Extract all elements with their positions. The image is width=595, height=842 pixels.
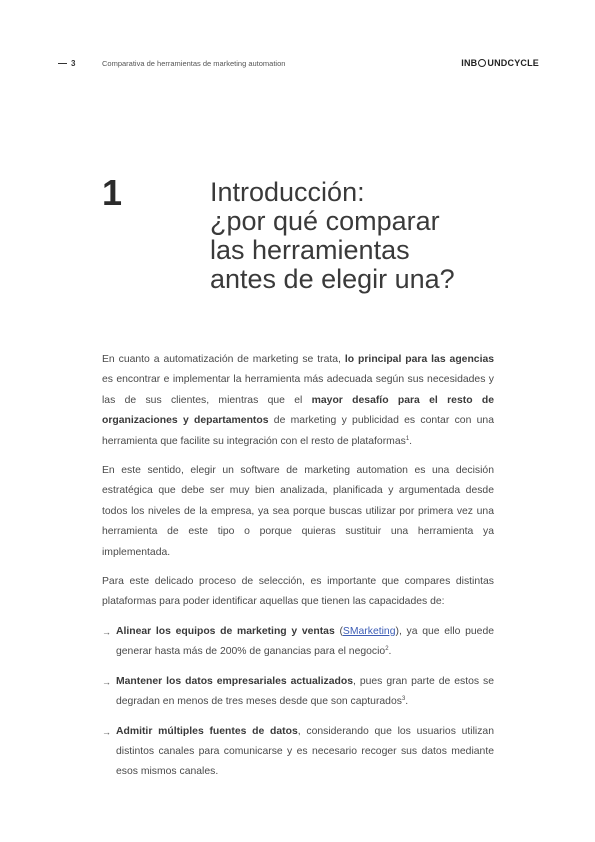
text-run: , considerando que los usuarios utilizan distintos canales para comunicarse y es necesario recoger sus datos mediante esos mismos canales. <box>116 725 494 778</box>
logo-text-left: INB <box>461 58 478 68</box>
footnote-ref[interactable]: 1 <box>405 435 410 442</box>
bold-text: mayor desafío para el resto de organizaciones y departamentos <box>102 394 494 427</box>
chapter-title-line: las herramientas <box>210 235 410 265</box>
arrow-right-icon: → <box>102 726 111 737</box>
chapter-title-line: Introducción: <box>210 177 365 207</box>
bold-text: lo principal para las agencias <box>344 354 495 365</box>
paragraph-intro <box>102 350 494 452</box>
text-run: En cuanto a automatización de marketing se trata, <box>102 354 345 365</box>
chapter-number: 1 <box>102 172 123 213</box>
smarketing-link[interactable]: SMarketing <box>342 625 396 637</box>
paragraph-selection: Para este delicado proceso de selección, es importante que compares distintas plataformas para poder identificar aquellas que tienen las capacidades de: <box>102 576 494 608</box>
footnote-ref[interactable]: 2 <box>385 646 389 653</box>
list-item <box>102 622 494 663</box>
text-run: ), ya que ello puede generar hasta más de 200% de ganancias para el negocio <box>116 625 494 658</box>
text-run: ( <box>334 625 343 637</box>
bold-text: Alinear los equipos de marketing y ventas <box>116 625 335 637</box>
text-run: . <box>405 696 409 708</box>
list-item <box>102 722 494 783</box>
arrow-right-icon: → <box>102 626 111 637</box>
body-content <box>102 350 494 792</box>
list-item <box>102 672 494 713</box>
page-number <box>58 59 102 68</box>
paragraph-context: En este sentido, elegir un software de marketing automation es una decisión estratégica que debe ser muy bien analizada, planificada y argumentada desde todos los niveles de la empresa, ya sea porque buscas utilizar por primera vez una herramienta de este tipo o porque quieras sustituir una herramienta ya implementada. <box>102 465 494 558</box>
logo-text-right: UNDCYCLE <box>487 58 539 68</box>
chapter-title-line: ¿por qué comparar <box>210 206 440 236</box>
document-title: Comparativa de herramientas de marketing automation <box>102 58 286 68</box>
footnote-ref[interactable]: 3 <box>401 696 406 703</box>
dash-divider <box>58 63 67 64</box>
page-number-text: 3 <box>71 58 76 68</box>
bold-text: Mantener los datos empresariales actualizados <box>116 675 353 687</box>
capabilities-list <box>102 622 494 783</box>
logo-circle-icon <box>478 59 486 67</box>
inboundcycle-logo <box>461 58 539 68</box>
text-run: es encontrar e implementar la herramienta más adecuada según sus necesidades y las de sus clientes, mientras que el <box>102 374 494 406</box>
chapter-title <box>210 178 510 294</box>
arrow-right-icon: → <box>102 676 111 687</box>
text-run: . <box>388 646 392 658</box>
chapter-title-line: antes de elegir una? <box>210 264 455 294</box>
text-run: de marketing y publicidad es contar con una herramienta que facilite su integración con el resto de plataformas <box>102 415 494 447</box>
text-run: . <box>409 435 413 447</box>
text-run: , pues gran parte de estos se degradan en menos de tres meses desde que son capturados <box>116 675 494 708</box>
page-header <box>58 56 539 70</box>
bold-text: Admitir múltiples fuentes de datos <box>116 725 298 737</box>
